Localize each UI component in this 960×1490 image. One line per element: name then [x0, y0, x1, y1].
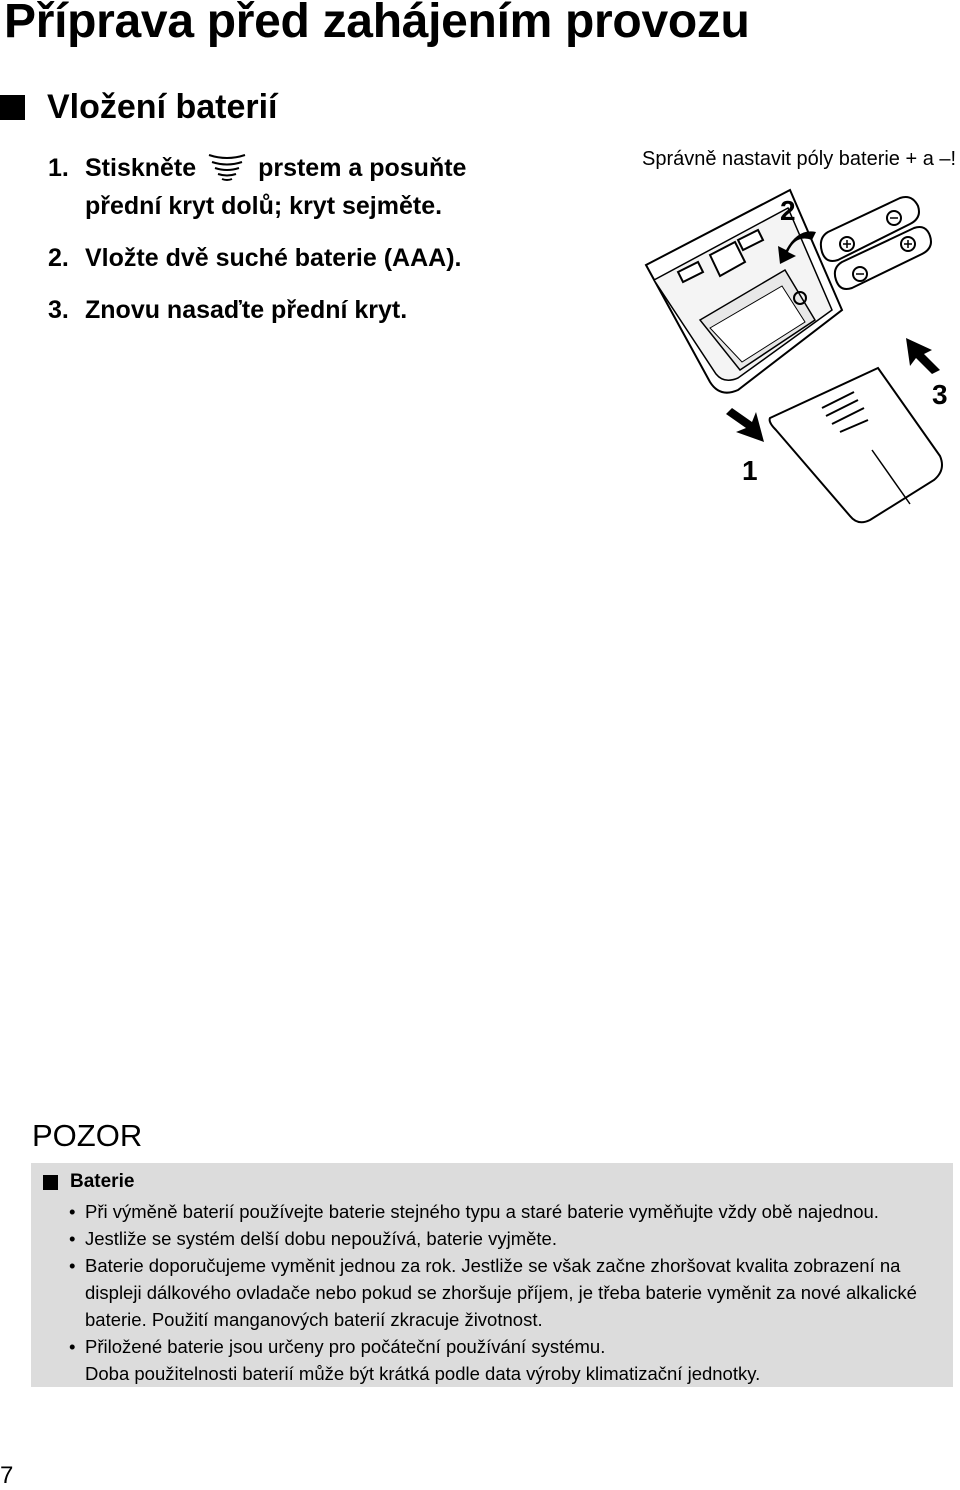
battery-pair — [821, 197, 931, 289]
remote-body — [646, 190, 842, 393]
step-item — [48, 152, 545, 222]
step-number: 3. — [48, 296, 69, 324]
step-text: Znovu nasaďte přední kryt. — [85, 296, 408, 324]
page-title: Příprava před zahájením provozu — [4, 0, 750, 48]
square-bullet-icon — [0, 95, 25, 120]
step-item — [48, 242, 545, 274]
caution-box-heading: Baterie — [43, 1171, 134, 1193]
step-text: Stiskněte prstem a posuňte přední kryt dolů; kryt sejměte. — [85, 154, 467, 220]
square-bullet-icon — [43, 1175, 58, 1190]
caution-item: • Jestliže se systém delší dobu nepoužívá, baterie vyjměte. — [71, 1225, 945, 1252]
caution-title: POZOR — [32, 1118, 143, 1153]
step-text: Vložte dvě suché baterie (AAA). — [85, 244, 462, 272]
arrow-3-icon — [906, 338, 940, 374]
cover-press-icon — [207, 152, 247, 190]
caution-box — [31, 1163, 953, 1387]
step-item — [48, 294, 545, 326]
caution-item: • Při výměně baterií používejte baterie stejného typu a staré baterie vyměňujte vždy obě najednou. — [71, 1198, 945, 1225]
figure-label-3: 3 — [932, 379, 948, 410]
step-number: 2. — [48, 244, 69, 272]
arrow-1-icon — [726, 408, 764, 442]
caution-item: • Přiložené baterie jsou určeny pro počáteční používání systému. Doba použitelnosti baterií může být krátká podle data výroby klimatizační jednotky. — [71, 1333, 945, 1387]
step-number: 1. — [48, 154, 69, 182]
section-heading-text: Vložení baterií — [47, 88, 278, 126]
front-cover — [770, 368, 942, 522]
figure-label-2: 2 — [780, 195, 796, 226]
steps-list — [48, 152, 545, 346]
caution-list — [71, 1198, 945, 1387]
figure-label-1: 1 — [742, 455, 758, 486]
section-heading — [0, 88, 278, 127]
polarity-note: Správně nastavit póly baterie + a –! — [642, 148, 957, 170]
page-number: 7 — [0, 1462, 14, 1489]
caution-item: • Baterie doporučujeme vyměnit jednou za rok. Jestliže se však začne zhoršovat kvalita zobrazení na displeji dálkového ovladače nebo pokud se zhoršuje příjem, je třeba baterie vyměnit za nové alkalické baterie. Použití manganových baterií zkracuje životnost. — [71, 1252, 945, 1333]
remote-battery-illustration — [610, 170, 960, 550]
